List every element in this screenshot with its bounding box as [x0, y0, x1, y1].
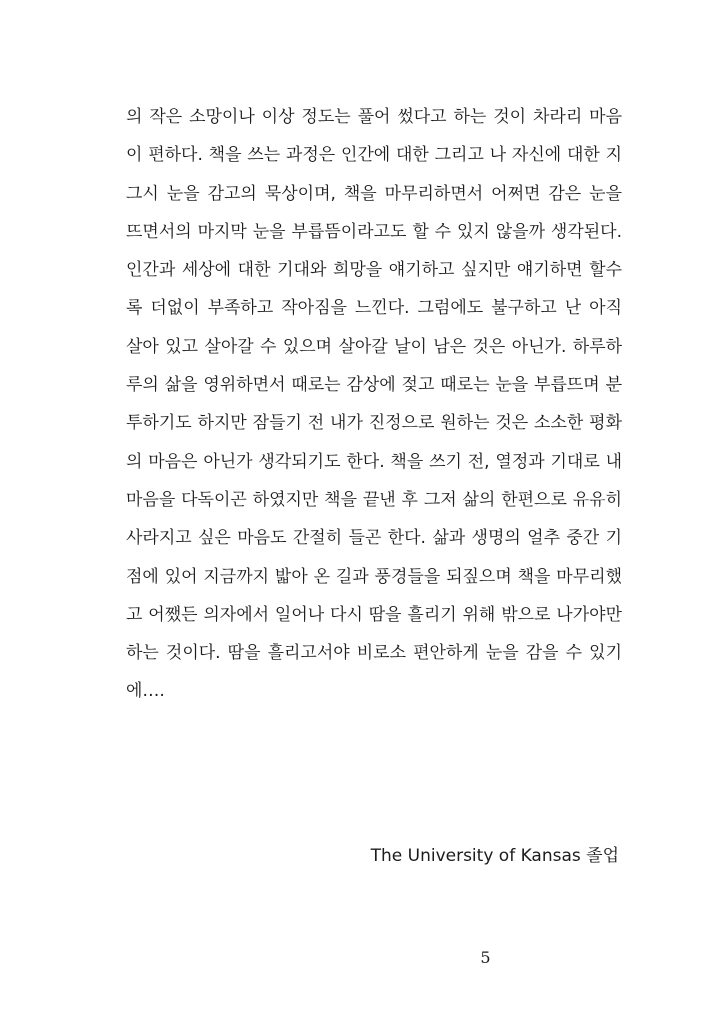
text-line: 살아 있고 살아갈 수 있으며 살아갈 날이 남은 것은 아닌가. 하루하 — [126, 336, 622, 357]
text-line: 투하기도 하지만 잠들기 전 내가 진정으로 원하는 것은 소소한 평화 — [126, 413, 622, 434]
text-line: 뜨면서의 마지막 눈을 부릅뜸이라고도 할 수 있지 않을까 생각된다. — [126, 221, 622, 242]
text-line: 의 작은 소망이나 이상 정도는 풀어 썼다고 하는 것이 차라리 마음 — [126, 107, 622, 127]
text-line: 이 편하다. 책을 쓰는 과정은 인간에 대한 그리고 나 자신에 대한 지 — [126, 145, 622, 166]
text-line: 마음을 다독이곤 하였지만 책을 끝낸 후 그저 삶의 한편으로 유유히 — [126, 489, 622, 510]
body-paragraph — [126, 98, 622, 711]
text-line: 의 마음은 아닌가 생각되기도 한다. 책을 쓰기 전, 열정과 기대로 내 — [126, 451, 622, 472]
page-number: 5 — [480, 948, 491, 967]
text-line: 록 더없이 부족하고 작아짐을 느낀다. 그럼에도 불구하고 난 아직 — [126, 298, 622, 319]
author-affiliation: The University of Kansas 졸업 — [370, 846, 619, 866]
text-line: 사라지고 싶은 마음도 간절히 들곤 한다. 삶과 생명의 얼추 중간 기 — [126, 528, 622, 549]
text-line: 그시 눈을 감고의 묵상이며, 책을 마무리하면서 어쩌면 감은 눈을 — [126, 183, 622, 204]
text-line: 루의 삶을 영위하면서 때로는 감상에 젖고 때로는 눈을 부릅뜨며 분 — [126, 375, 622, 396]
text-line: 점에 있어 지금까지 밟아 온 길과 풍경들을 되짚으며 책을 마무리했 — [126, 566, 622, 587]
text-line: 인간과 세상에 대한 기대와 희망을 얘기하고 싶지만 얘기하면 할수 — [126, 260, 622, 281]
text-line: 하는 것이다. 땀을 흘리고서야 비로소 편안하게 눈을 감을 수 있기 — [126, 643, 622, 664]
text-line: 고 어쨌든 의자에서 일어나 다시 땀을 흘리기 위해 밖으로 나가야만 — [126, 604, 622, 625]
text-line-last: 에…. — [126, 681, 165, 702]
